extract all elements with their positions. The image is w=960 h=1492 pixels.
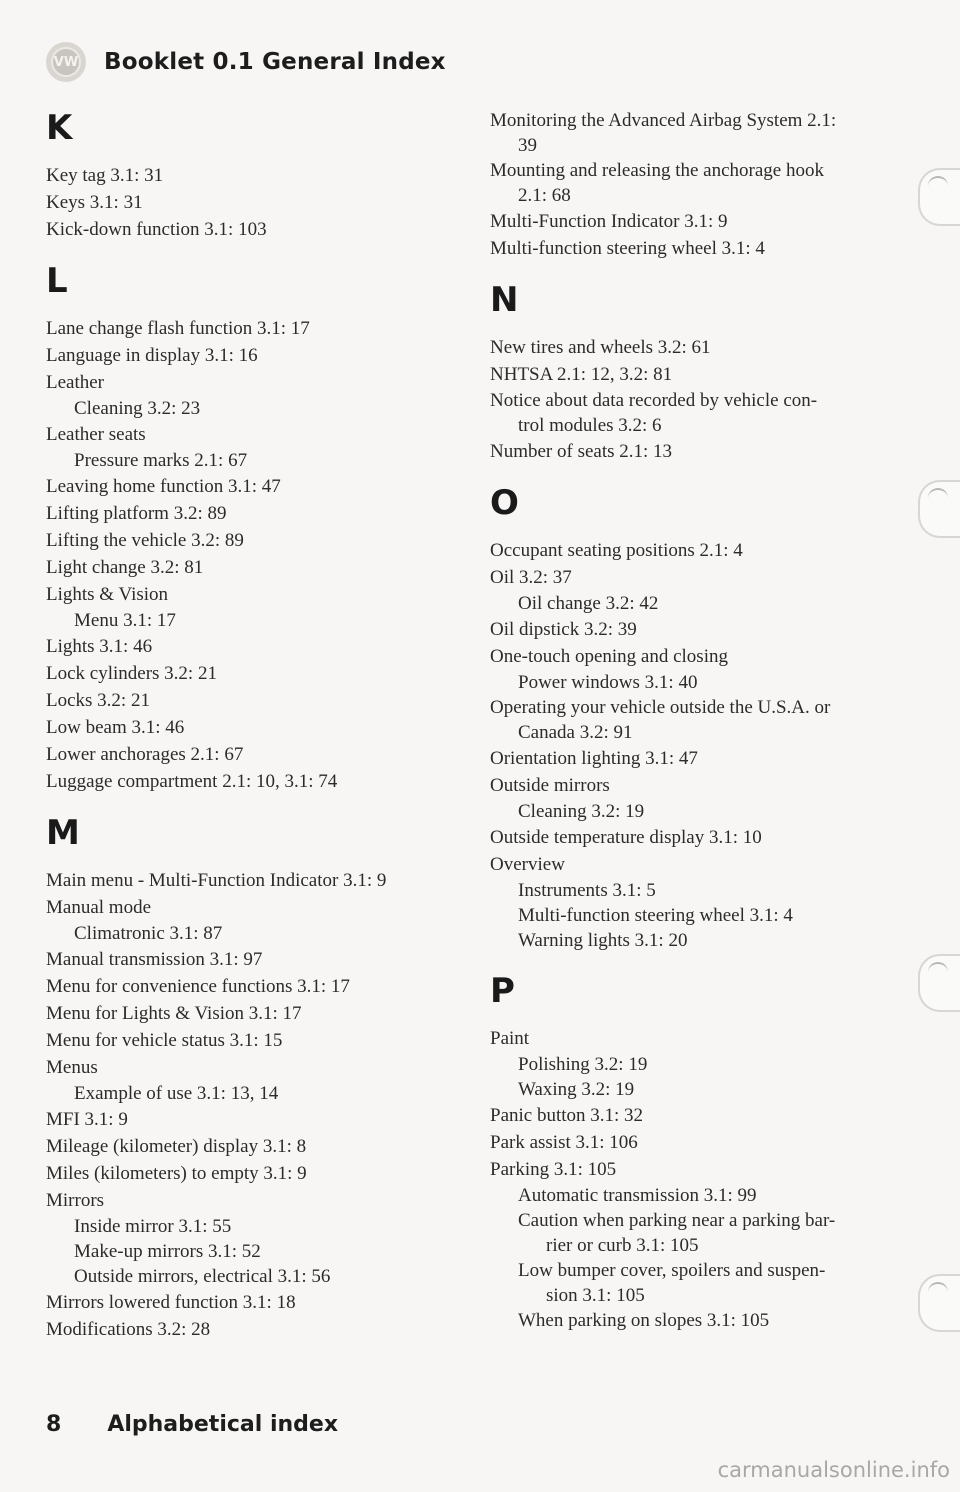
index-entry <box>46 894 466 921</box>
index-entry <box>46 741 466 768</box>
entry-text: Automatic transmission 3.1: 99 <box>518 1185 757 1206</box>
index-subentry <box>46 396 466 421</box>
index-subentry <box>490 1183 910 1208</box>
index-entry <box>490 1129 910 1156</box>
index-entry <box>490 108 910 158</box>
index-subentry <box>490 591 910 616</box>
index-entry <box>46 1160 466 1187</box>
entry-text: Light change 3.2: 81 <box>46 557 204 578</box>
index-subentry <box>490 1077 910 1102</box>
index-entry <box>46 768 466 795</box>
entry-text: Polishing 3.2: 19 <box>518 1054 648 1075</box>
vw-logo-icon <box>46 42 86 82</box>
entry-text: Caution when parking near a parking bar- <box>518 1210 836 1231</box>
entry-text: Multi-function steering wheel 3.1: 4 <box>490 238 765 259</box>
index-entry <box>46 216 466 243</box>
index-entry <box>46 500 466 527</box>
entry-text: Panic button 3.1: 32 <box>490 1105 644 1126</box>
page-footer <box>46 1412 338 1437</box>
index-entry <box>490 361 910 388</box>
index-subentry <box>490 1052 910 1077</box>
entry-text: One-touch opening and closing <box>490 646 728 667</box>
index-section <box>46 108 466 243</box>
index-entry <box>46 315 466 342</box>
section-letter: L <box>46 261 68 301</box>
index-subentry <box>46 608 466 633</box>
index-subentry <box>490 670 910 695</box>
index-entry <box>46 1316 466 1343</box>
index-section <box>490 280 910 465</box>
index-entry <box>490 824 910 851</box>
entry-text: Kick-down function 3.1: 103 <box>46 219 267 240</box>
entry-text: Oil 3.2: 37 <box>490 567 572 588</box>
entry-text: MFI 3.1: 9 <box>46 1109 128 1130</box>
index-entry <box>490 1156 910 1183</box>
index-entry <box>490 643 910 670</box>
entry-text: Lights 3.1: 46 <box>46 636 153 657</box>
entry-text: Menus <box>46 1057 98 1078</box>
entry-text: Power windows 3.1: 40 <box>518 672 698 693</box>
page-header <box>46 38 446 86</box>
entry-text: Lower anchorages 2.1: 67 <box>46 744 244 765</box>
entry-text: Multi-Function Indicator 3.1: 9 <box>490 211 728 232</box>
index-entry <box>46 421 466 448</box>
entry-text: Occupant seating positions 2.1: 4 <box>490 540 743 561</box>
entry-text: Mirrors <box>46 1190 105 1211</box>
index-entry <box>46 342 466 369</box>
entry-text: Outside mirrors <box>490 775 610 796</box>
entry-text: Main menu - Multi-Function Indicator 3.1: 9 <box>46 870 387 891</box>
index-entry <box>490 695 910 745</box>
index-entry <box>46 554 466 581</box>
entry-text: Outside temperature display 3.1: 10 <box>490 827 762 848</box>
index-entry <box>490 616 910 643</box>
section-letter: P <box>490 971 515 1011</box>
index-entry <box>490 235 910 262</box>
index-entry <box>46 714 466 741</box>
entry-text: Language in display 3.1: 16 <box>46 345 258 366</box>
index-entry <box>46 189 466 216</box>
index-entry <box>46 660 466 687</box>
entry-text: Monitoring the Advanced Airbag System 2.1: <box>490 110 837 131</box>
index-entry <box>46 1000 466 1027</box>
index-subentry <box>490 928 910 953</box>
index-entry <box>46 1133 466 1160</box>
index-subentry <box>46 1081 466 1106</box>
entry-text: Keys 3.1: 31 <box>46 192 143 213</box>
index-entry <box>490 158 910 208</box>
index-subentry <box>46 1239 466 1264</box>
entry-text: Lane change flash function 3.1: 17 <box>46 318 310 339</box>
entry-text: Lock cylinders 3.2: 21 <box>46 663 217 684</box>
entry-text: Make-up mirrors 3.1: 52 <box>74 1241 261 1262</box>
section-letter: K <box>46 108 73 148</box>
index-subentry <box>490 878 910 903</box>
index-entry <box>46 973 466 1000</box>
vw-logo-text: VW <box>51 47 81 77</box>
index-entry <box>490 438 910 465</box>
section-letter: O <box>490 483 519 523</box>
entry-text: Low beam 3.1: 46 <box>46 717 185 738</box>
index-entry <box>46 1054 466 1081</box>
watermark: carmanualsonline.info <box>717 1458 950 1482</box>
index-entry <box>46 473 466 500</box>
index-subentry <box>46 1214 466 1239</box>
entry-text: Menu for vehicle status 3.1: 15 <box>46 1030 283 1051</box>
entry-text: Multi-function steering wheel 3.1: 4 <box>518 905 793 926</box>
entry-text: Manual mode <box>46 897 152 918</box>
entry-text: Manual transmission 3.1: 97 <box>46 949 263 970</box>
entry-continuation: trol modules 3.2: 6 <box>518 415 662 436</box>
entry-text: Cleaning 3.2: 19 <box>518 801 645 822</box>
index-column-right <box>490 108 910 1351</box>
entry-text: Outside mirrors, electrical 3.1: 56 <box>74 1266 331 1287</box>
index-entry <box>490 564 910 591</box>
entry-text: Leather <box>46 372 105 393</box>
index-subentry <box>490 1308 910 1333</box>
entry-text: Oil dipstick 3.2: 39 <box>490 619 637 640</box>
index-section <box>46 261 466 795</box>
entry-text: Climatronic 3.1: 87 <box>74 923 223 944</box>
index-subentry <box>490 1258 910 1308</box>
index-entry <box>490 537 910 564</box>
entry-text: Lights & Vision <box>46 584 169 605</box>
side-tab-marker <box>918 480 960 538</box>
entry-text: Menu for convenience functions 3.1: 17 <box>46 976 350 997</box>
index-entry <box>490 388 910 438</box>
index-subentry <box>46 1264 466 1289</box>
entry-text: Warning lights 3.1: 20 <box>518 930 688 951</box>
entry-text: Menu for Lights & Vision 3.1: 17 <box>46 1003 302 1024</box>
entry-continuation: 39 <box>518 135 537 156</box>
index-subentry <box>490 903 910 928</box>
page-number: 8 <box>46 1412 62 1437</box>
side-tab-marker <box>918 1274 960 1332</box>
index-entry <box>490 208 910 235</box>
entry-text: Operating your vehicle outside the U.S.A. or <box>490 697 831 718</box>
entry-continuation: sion 3.1: 105 <box>546 1285 645 1306</box>
entry-text: Miles (kilometers) to empty 3.1: 9 <box>46 1163 307 1184</box>
index-entry <box>46 1027 466 1054</box>
index-entry <box>490 1025 910 1052</box>
entry-text: Mirrors lowered function 3.1: 18 <box>46 1292 296 1313</box>
index-subentry <box>490 1208 910 1258</box>
entry-text: Leather seats <box>46 424 146 445</box>
page-title: Booklet 0.1 General Index <box>104 49 446 75</box>
index-entry <box>490 745 910 772</box>
entry-text: Luggage compartment 2.1: 10, 3.1: 74 <box>46 771 338 792</box>
entry-text: Pressure marks 2.1: 67 <box>74 450 248 471</box>
entry-text: New tires and wheels 3.2: 61 <box>490 337 711 358</box>
index-entry <box>490 1102 910 1129</box>
entry-text: Locks 3.2: 21 <box>46 690 150 711</box>
entry-text: Oil change 3.2: 42 <box>518 593 659 614</box>
index-entry <box>46 687 466 714</box>
index-entry <box>46 581 466 608</box>
entry-text: Example of use 3.1: 13, 14 <box>74 1083 279 1104</box>
entry-text: Menu 3.1: 17 <box>74 610 176 631</box>
index-entry <box>490 772 910 799</box>
index-entry <box>46 1187 466 1214</box>
entry-text: When parking on slopes 3.1: 105 <box>518 1310 770 1331</box>
entry-text: Modifications 3.2: 28 <box>46 1319 211 1340</box>
index-entry <box>490 851 910 878</box>
index-entry <box>46 369 466 396</box>
index-column-left <box>46 108 466 1361</box>
index-subentry <box>46 448 466 473</box>
entry-continuation: rier or curb 3.1: 105 <box>546 1235 699 1256</box>
entry-text: Instruments 3.1: 5 <box>518 880 656 901</box>
side-tab-marker <box>918 954 960 1012</box>
index-subentry <box>46 921 466 946</box>
index-entry <box>490 334 910 361</box>
entry-text: Low bumper cover, spoilers and suspen- <box>518 1260 826 1281</box>
entry-text: Number of seats 2.1: 13 <box>490 441 673 462</box>
entry-text: Lifting platform 3.2: 89 <box>46 503 227 524</box>
entry-continuation: Canada 3.2: 91 <box>518 722 633 743</box>
index-entry <box>46 1106 466 1133</box>
index-section <box>490 108 910 262</box>
side-tab-marker <box>918 168 960 226</box>
entry-text: Orientation lighting 3.1: 47 <box>490 748 698 769</box>
entry-text: Key tag 3.1: 31 <box>46 165 164 186</box>
section-letter: M <box>46 813 80 853</box>
entry-text: Inside mirror 3.1: 55 <box>74 1216 232 1237</box>
entry-text: Waxing 3.2: 19 <box>518 1079 635 1100</box>
entry-text: Lifting the vehicle 3.2: 89 <box>46 530 244 551</box>
entry-text: Leaving home function 3.1: 47 <box>46 476 281 497</box>
index-entry <box>46 867 466 894</box>
index-section <box>46 813 466 1343</box>
entry-text: Cleaning 3.2: 23 <box>74 398 201 419</box>
entry-text: Mounting and releasing the anchorage hook <box>490 160 824 181</box>
index-entry <box>46 946 466 973</box>
entry-text: Paint <box>490 1028 530 1049</box>
index-entry <box>46 527 466 554</box>
entry-text: Mileage (kilometer) display 3.1: 8 <box>46 1136 307 1157</box>
index-entry <box>46 162 466 189</box>
entry-text: Parking 3.1: 105 <box>490 1159 617 1180</box>
entry-text: Notice about data recorded by vehicle con- <box>490 390 818 411</box>
entry-text: Park assist 3.1: 106 <box>490 1132 638 1153</box>
section-letter: N <box>490 280 519 320</box>
footer-section-title: Alphabetical index <box>107 1412 339 1437</box>
index-entry <box>46 633 466 660</box>
index-subentry <box>490 799 910 824</box>
entry-continuation: 2.1: 68 <box>518 185 571 206</box>
entry-text: Overview <box>490 854 565 875</box>
index-section <box>490 971 910 1333</box>
index-entry <box>46 1289 466 1316</box>
index-section <box>490 483 910 953</box>
entry-text: NHTSA 2.1: 12, 3.2: 81 <box>490 364 673 385</box>
